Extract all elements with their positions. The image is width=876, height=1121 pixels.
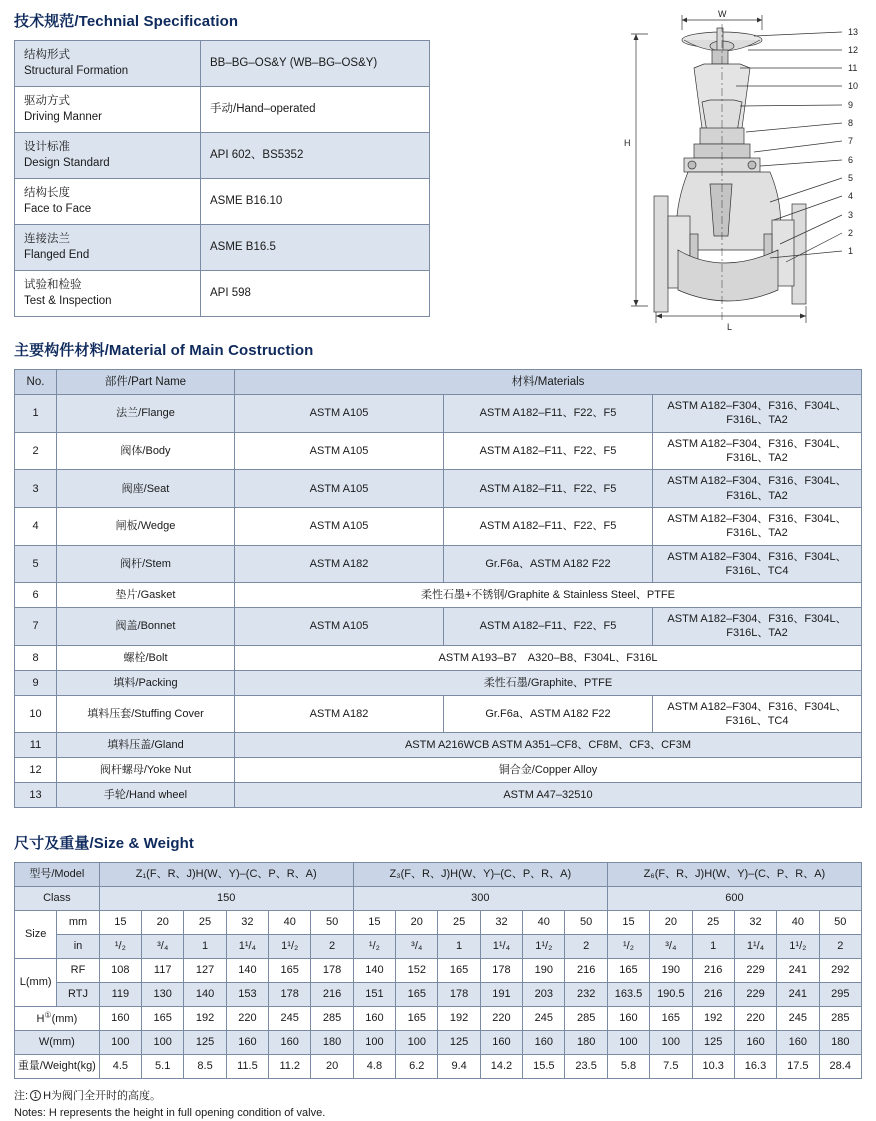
size-in-cell: 1¹/₂ (269, 935, 311, 959)
material-col2: ASTM A182–F11、F22、F5 (444, 507, 653, 545)
value-cell: 20 (311, 1055, 353, 1079)
spec-key-cell (15, 271, 201, 317)
class-150: 150 (99, 887, 353, 911)
value-cell: 5.8 (607, 1055, 649, 1079)
value-cell: 119 (99, 983, 141, 1007)
table-row (15, 41, 430, 87)
size-in-cell: 2 (311, 935, 353, 959)
material-col2: ASTM A182–F11、F22、F5 (444, 608, 653, 646)
value-cell: 100 (353, 1031, 395, 1055)
material-col1: ASTM A105 (235, 432, 444, 470)
callout-12: 12 (848, 45, 859, 55)
value-cell: 245 (523, 1007, 565, 1031)
material-col3: ASTM A182–F304、F316、F304L、F316L、TA2 (653, 507, 862, 545)
material-no: 7 (15, 608, 57, 646)
spec-key-cell (15, 41, 201, 87)
table-row (15, 695, 862, 733)
table-row (15, 545, 862, 583)
dimension-label-h: H (624, 138, 631, 148)
value-cell: 5.1 (142, 1055, 184, 1079)
size-in-cell: 1¹/₄ (480, 935, 522, 959)
spec-key-cn: 结构形式 (24, 49, 70, 61)
value-cell: 178 (480, 959, 522, 983)
value-cell: 216 (565, 959, 607, 983)
material-part: 阀盖/Bonnet (57, 608, 235, 646)
spec-key-cn: 驱动方式 (24, 95, 70, 108)
size-mm-cell: 25 (438, 911, 480, 935)
table-row (15, 959, 862, 983)
table-row (15, 608, 862, 646)
size-weight-table (14, 862, 862, 1079)
unit-in: in (57, 935, 99, 959)
spec-value-cell: BB–BG–OS&Y (WB–BG–OS&Y) (201, 41, 430, 87)
size-mm-cell: 25 (692, 911, 734, 935)
size-mm-cell: 32 (734, 911, 776, 935)
value-cell: 165 (269, 959, 311, 983)
value-cell: 285 (565, 1007, 607, 1031)
spec-key-cn: 设计标准 (24, 141, 70, 154)
value-cell: 117 (142, 959, 184, 983)
size-mm-cell: 25 (184, 911, 226, 935)
value-cell: 125 (692, 1031, 734, 1055)
spec-value-cell: API 602、BS5352 (201, 133, 430, 179)
material-col2: ASTM A182–F11、F22、F5 (444, 470, 653, 508)
size-mm-cell: 20 (396, 911, 438, 935)
value-cell: 140 (184, 983, 226, 1007)
model-group-600: Z₆(F、R、J)H(W、Y)–(C、P、R、A) (607, 863, 861, 887)
material-no: 9 (15, 670, 57, 695)
size-in-cell: 1¹/₂ (523, 935, 565, 959)
value-cell: 28.4 (819, 1055, 861, 1079)
model-group-150: Z₁(F、R、J)H(W、Y)–(C、P、R、A) (99, 863, 353, 887)
value-cell: 160 (480, 1031, 522, 1055)
material-no: 1 (15, 395, 57, 433)
size-weight-section-title: 尺寸及重量/Size & Weight (14, 835, 194, 853)
table-header-row (15, 370, 862, 395)
size-in-cell: 1¹/₂ (777, 935, 819, 959)
value-cell: 192 (438, 1007, 480, 1031)
note-prefix-cn: 注: (14, 1090, 29, 1103)
spec-key-en: Face to Face (24, 202, 92, 215)
value-cell: 14.2 (480, 1055, 522, 1079)
callout-13: 13 (848, 27, 859, 37)
spec-key-cell (15, 225, 201, 271)
material-col2: Gr.F6a、ASTM A182 F22 (444, 545, 653, 583)
table-row (15, 911, 862, 935)
callout-4: 4 (848, 191, 854, 201)
header-part-name: 部件/Part Name (57, 370, 235, 395)
spec-key-cell (15, 133, 201, 179)
value-cell: 220 (226, 1007, 268, 1031)
material-col3: ASTM A182–F304、F316、F304L、F316L、TA2 (653, 470, 862, 508)
material-part: 螺栓/Bolt (57, 645, 235, 670)
notes-block (14, 1088, 862, 1121)
material-no: 4 (15, 507, 57, 545)
material-no: 12 (15, 758, 57, 783)
callout-6: 6 (848, 155, 854, 165)
specification-table (14, 40, 430, 317)
spec-key-en: Test & Inspection (24, 294, 112, 307)
callout-9: 9 (848, 100, 854, 110)
material-part: 阀杆/Stem (57, 545, 235, 583)
value-cell: 165 (438, 959, 480, 983)
material-no: 10 (15, 695, 57, 733)
value-cell: 216 (692, 983, 734, 1007)
value-cell: 192 (184, 1007, 226, 1031)
material-col1: ASTM A182 (235, 545, 444, 583)
spec-key-en: Flanged End (24, 248, 90, 261)
note-line-en: Notes: H represents the height in full opening condition of valve. (14, 1106, 326, 1119)
value-cell: 130 (142, 983, 184, 1007)
value-cell: 127 (184, 959, 226, 983)
value-cell: 10.3 (692, 1055, 734, 1079)
size-mm-cell: 20 (142, 911, 184, 935)
material-part: 填料压套/Stuffing Cover (57, 695, 235, 733)
value-cell: 6.2 (396, 1055, 438, 1079)
material-col2: ASTM A182–F11、F22、F5 (444, 395, 653, 433)
table-row (15, 583, 862, 608)
value-cell: 151 (353, 983, 395, 1007)
size-mm-cell: 15 (353, 911, 395, 935)
class-600: 600 (607, 887, 861, 911)
size-mm-cell: 32 (480, 911, 522, 935)
row-sub-rf: RF (57, 959, 99, 983)
material-col3: ASTM A182–F304、F316、F304L、F316L、TC4 (653, 695, 862, 733)
size-in-cell: ¹/₂ (353, 935, 395, 959)
table-row (15, 670, 862, 695)
value-cell: 165 (607, 959, 649, 983)
header-no: No. (15, 370, 57, 395)
material-col1: ASTM A105 (235, 608, 444, 646)
value-cell: 11.2 (269, 1055, 311, 1079)
value-cell: 192 (692, 1007, 734, 1031)
row-label-weight: 重量/Weight(kg) (15, 1055, 100, 1079)
table-row (15, 1055, 862, 1079)
value-cell: 23.5 (565, 1055, 607, 1079)
value-cell: 100 (99, 1031, 141, 1055)
size-in-cell: 1¹/₄ (226, 935, 268, 959)
value-cell: 4.5 (99, 1055, 141, 1079)
material-col1: ASTM A182 (235, 695, 444, 733)
spec-key-cell (15, 179, 201, 225)
model-label: 型号/Model (15, 863, 100, 887)
material-part: 手轮/Hand wheel (57, 783, 235, 808)
size-in-cell: 1 (438, 935, 480, 959)
value-cell: 160 (99, 1007, 141, 1031)
size-in-cell: ³/₄ (396, 935, 438, 959)
model-group-300: Z₃(F、R、J)H(W、Y)–(C、P、R、A) (353, 863, 607, 887)
value-cell: 100 (396, 1031, 438, 1055)
value-cell: 180 (819, 1031, 861, 1055)
material-no: 5 (15, 545, 57, 583)
value-cell: 153 (226, 983, 268, 1007)
material-col2: ASTM A182–F11、F22、F5 (444, 432, 653, 470)
size-label: Size (15, 911, 57, 959)
value-cell: 191 (480, 983, 522, 1007)
value-cell: 125 (184, 1031, 226, 1055)
spec-value-cell: ASME B16.5 (201, 225, 430, 271)
callout-5: 5 (848, 173, 854, 183)
callout-11: 11 (848, 63, 858, 73)
value-cell: 229 (734, 959, 776, 983)
value-cell: 100 (142, 1031, 184, 1055)
spec-value-cell: 手动/Hand–operated (201, 87, 430, 133)
callout-7: 7 (848, 136, 854, 146)
size-mm-cell: 50 (311, 911, 353, 935)
value-cell: 100 (607, 1031, 649, 1055)
size-in-cell: 2 (565, 935, 607, 959)
material-part: 填料/Packing (57, 670, 235, 695)
table-row (15, 1031, 862, 1055)
callout-2: 2 (848, 228, 854, 238)
note-line-cn (14, 1088, 862, 1105)
table-row (15, 887, 862, 911)
spec-key-en: Structural Formation (24, 64, 129, 77)
size-in-cell: ¹/₂ (607, 935, 649, 959)
value-cell: 140 (353, 959, 395, 983)
value-cell: 216 (311, 983, 353, 1007)
material-col1: ASTM A105 (235, 470, 444, 508)
size-mm-cell: 40 (777, 911, 819, 935)
spec-key-cell (15, 87, 201, 133)
table-row (15, 395, 862, 433)
material-no: 2 (15, 432, 57, 470)
size-mm-cell: 32 (226, 911, 268, 935)
material-part: 阀杆螺母/Yoke Nut (57, 758, 235, 783)
circled-one-icon: 1 (30, 1090, 41, 1101)
value-cell: 8.5 (184, 1055, 226, 1079)
callout-10: 10 (848, 81, 859, 91)
value-cell: 220 (480, 1007, 522, 1031)
value-cell: 241 (777, 983, 819, 1007)
size-mm-cell: 40 (523, 911, 565, 935)
size-in-cell: 1 (692, 935, 734, 959)
row-label-h (15, 1007, 100, 1031)
value-cell: 190 (650, 959, 692, 983)
value-cell: 160 (777, 1031, 819, 1055)
value-cell: 160 (353, 1007, 395, 1031)
value-cell: 203 (523, 983, 565, 1007)
table-row (15, 783, 862, 808)
table-row (15, 983, 862, 1007)
table-row (15, 758, 862, 783)
value-cell: 108 (99, 959, 141, 983)
page-title: 技术规范/Technial Specification (14, 13, 239, 30)
table-row (15, 87, 430, 133)
table-row (15, 225, 430, 271)
value-cell: 245 (777, 1007, 819, 1031)
value-cell: 229 (734, 983, 776, 1007)
material-col-merged: ASTM A216WCB ASTM A351–CF8、CF8M、CF3、CF3M (235, 733, 862, 758)
value-cell: 16.3 (734, 1055, 776, 1079)
callout-3: 3 (848, 210, 854, 220)
unit-mm: mm (57, 911, 99, 935)
table-row (15, 432, 862, 470)
size-mm-cell: 20 (650, 911, 692, 935)
spec-key-en: Driving Manner (24, 110, 102, 123)
material-no: 6 (15, 583, 57, 608)
value-cell: 165 (396, 983, 438, 1007)
value-cell: 232 (565, 983, 607, 1007)
material-col-merged: 铜合金/Copper Alloy (235, 758, 862, 783)
table-row (15, 733, 862, 758)
table-row (15, 271, 430, 317)
material-no: 3 (15, 470, 57, 508)
value-cell: 160 (734, 1031, 776, 1055)
valve-drawing-svg (614, 6, 876, 336)
value-cell: 160 (269, 1031, 311, 1055)
material-col3: ASTM A182–F304、F316、F304L、F316L、TA2 (653, 432, 862, 470)
material-no: 8 (15, 645, 57, 670)
value-cell: 190.5 (650, 983, 692, 1007)
material-part: 阀体/Body (57, 432, 235, 470)
size-mm-cell: 50 (819, 911, 861, 935)
material-col-merged: ASTM A193–B7 A320–B8、F304L、F316L (235, 645, 862, 670)
size-mm-cell: 40 (269, 911, 311, 935)
value-cell: 178 (311, 959, 353, 983)
material-col3: ASTM A182–F304、F316、F304L、F316L、TA2 (653, 395, 862, 433)
value-cell: 165 (650, 1007, 692, 1031)
material-section-title: 主要构件材料/Material of Main Costruction (14, 342, 314, 360)
dimension-label-w: W (718, 9, 727, 19)
class-label: Class (15, 887, 100, 911)
dimension-label-l: L (727, 322, 733, 332)
table-row (15, 645, 862, 670)
valve-cross-section-drawing (614, 6, 876, 336)
value-cell: 285 (311, 1007, 353, 1031)
value-cell: 165 (142, 1007, 184, 1031)
value-cell: 160 (523, 1031, 565, 1055)
table-row (15, 179, 430, 225)
table-row (15, 1007, 862, 1031)
table-header-row (15, 863, 862, 887)
spec-key-cn: 连接法兰 (24, 233, 70, 246)
size-in-cell: 1 (184, 935, 226, 959)
value-cell: 285 (819, 1007, 861, 1031)
value-cell: 180 (311, 1031, 353, 1055)
row-label-w: W(mm) (15, 1031, 100, 1055)
table-row (15, 133, 430, 179)
value-cell: 190 (523, 959, 565, 983)
value-cell: 163.5 (607, 983, 649, 1007)
material-col-merged: 柔性石墨/Graphite、PTFE (235, 670, 862, 695)
header-materials: 材料/Materials (235, 370, 862, 395)
material-no: 11 (15, 733, 57, 758)
material-col2: Gr.F6a、ASTM A182 F22 (444, 695, 653, 733)
note-text-cn: H为阀门全开时的高度。 (43, 1090, 162, 1103)
value-cell: 140 (226, 959, 268, 983)
value-cell: 245 (269, 1007, 311, 1031)
value-cell: 165 (396, 1007, 438, 1031)
spec-key-en: Design Standard (24, 156, 110, 169)
material-part: 阀座/Seat (57, 470, 235, 508)
row-label-l: L(mm) (15, 959, 57, 1007)
material-col1: ASTM A105 (235, 395, 444, 433)
callout-8: 8 (848, 118, 854, 128)
value-cell: 160 (226, 1031, 268, 1055)
size-in-cell: ³/₄ (650, 935, 692, 959)
size-mm-cell: 15 (607, 911, 649, 935)
value-cell: 17.5 (777, 1055, 819, 1079)
value-cell: 15.5 (523, 1055, 565, 1079)
row-label-h-text: H①(mm) (36, 1010, 78, 1026)
value-cell: 292 (819, 959, 861, 983)
value-cell: 4.8 (353, 1055, 395, 1079)
material-table (14, 369, 862, 808)
size-in-cell: ³/₄ (142, 935, 184, 959)
table-row (15, 935, 862, 959)
size-mm-cell: 50 (565, 911, 607, 935)
value-cell: 9.4 (438, 1055, 480, 1079)
material-col-merged: ASTM A47–32510 (235, 783, 862, 808)
spec-value-cell: API 598 (201, 271, 430, 317)
material-col3: ASTM A182–F304、F316、F304L、F316L、TA2 (653, 608, 862, 646)
value-cell: 216 (692, 959, 734, 983)
value-cell: 7.5 (650, 1055, 692, 1079)
material-part: 垫片/Gasket (57, 583, 235, 608)
spec-key-cn: 结构长度 (24, 187, 70, 200)
material-col1: ASTM A105 (235, 507, 444, 545)
material-section (14, 339, 862, 808)
material-col-merged: 柔性石墨+不锈钢/Graphite & Stainless Steel、PTFE (235, 583, 862, 608)
technical-specification-section (14, 9, 862, 332)
value-cell: 11.5 (226, 1055, 268, 1079)
material-part: 填料压盖/Gland (57, 733, 235, 758)
material-no: 13 (15, 783, 57, 808)
size-in-cell: ¹/₂ (99, 935, 141, 959)
value-cell: 180 (565, 1031, 607, 1055)
value-cell: 160 (607, 1007, 649, 1031)
value-cell: 178 (438, 983, 480, 1007)
size-in-cell: 1¹/₄ (734, 935, 776, 959)
material-part: 闸板/Wedge (57, 507, 235, 545)
material-col3: ASTM A182–F304、F316、F304L、F316L、TC4 (653, 545, 862, 583)
spec-value-cell: ASME B16.10 (201, 179, 430, 225)
value-cell: 241 (777, 959, 819, 983)
row-sub-rtj: RTJ (57, 983, 99, 1007)
spec-key-cn: 试验和检验 (24, 279, 82, 292)
material-part: 法兰/Flange (57, 395, 235, 433)
class-300: 300 (353, 887, 607, 911)
size-weight-section (14, 832, 862, 1121)
value-cell: 178 (269, 983, 311, 1007)
value-cell: 100 (650, 1031, 692, 1055)
size-mm-cell: 15 (99, 911, 141, 935)
table-row (15, 470, 862, 508)
value-cell: 125 (438, 1031, 480, 1055)
value-cell: 295 (819, 983, 861, 1007)
size-in-cell: 2 (819, 935, 861, 959)
table-row (15, 507, 862, 545)
callout-1: 1 (848, 246, 854, 256)
value-cell: 220 (734, 1007, 776, 1031)
value-cell: 152 (396, 959, 438, 983)
